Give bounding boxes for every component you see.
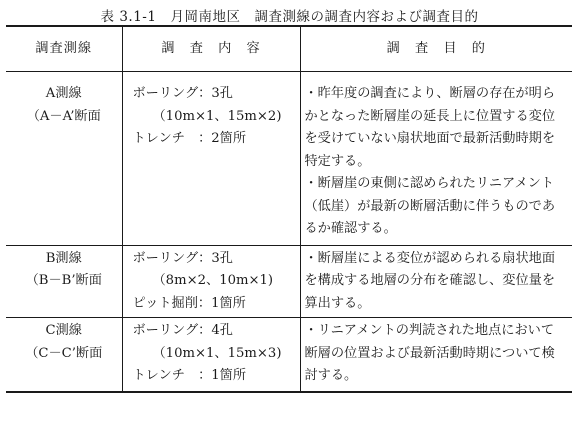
content-line: （10m×1、15m×3)	[152, 345, 282, 361]
table-row	[6, 318, 572, 392]
survey-content-cell	[122, 318, 300, 392]
header-survey-line: 調査測線	[6, 26, 122, 72]
content-line: トレンチ ：2箇所	[132, 131, 247, 146]
header-row	[6, 26, 572, 72]
survey-line-section: （C－C’断面	[25, 345, 103, 361]
survey-purpose-cell	[300, 72, 572, 246]
content-line: ボーリング：3孔	[132, 250, 233, 266]
purpose-item: ・リニアメントの判読された地点において断層の位置および最新活動時期について検討する。	[304, 323, 555, 383]
purpose-item: ・断層崖による変位が認められる扇状地面を構成する地層の分布を確認し、変位量を算出する。	[304, 250, 556, 311]
survey-line-section: （B－B’断面	[25, 273, 102, 288]
table-row	[6, 72, 572, 246]
survey-line-cell	[6, 245, 122, 318]
survey-line-name: A測線	[45, 86, 82, 101]
survey-purpose-cell	[300, 245, 572, 318]
survey-table	[6, 25, 572, 393]
survey-content-cell	[122, 245, 300, 318]
table-row	[6, 245, 572, 318]
content-line: （8m×2、10m×1)	[152, 273, 274, 288]
header-survey-content: 調 査 内 容	[122, 26, 300, 72]
content-line: ボーリング：3孔	[132, 86, 233, 101]
survey-line-cell	[6, 72, 122, 246]
survey-line-name: B測線	[45, 250, 82, 266]
header-survey-purpose: 調 査 目 的	[300, 26, 572, 72]
content-line: ボーリング：4孔	[132, 323, 233, 338]
content-line: トレンチ ：1箇所	[132, 368, 247, 383]
survey-purpose-cell	[300, 318, 572, 392]
purpose-item: ・断層崖の東側に認められたリニアメント（低崖）が最新の断層活動に伴うものであるか確認する。	[304, 176, 556, 236]
purpose-item: ・昨年度の調査により、断層の存在が明らかとなった断層崖の延長上に位置する変位を受けていない扇状地面で最新活動時期を特定する。	[304, 86, 556, 169]
survey-line-name: C測線	[45, 323, 82, 338]
survey-line-section: （A－A’断面	[26, 108, 101, 124]
content-line: ピット掘削：1箇所	[132, 295, 246, 311]
survey-line-cell	[6, 318, 122, 392]
survey-content-cell	[122, 72, 300, 246]
table-caption: 表 3.1-1 月岡南地区 調査測線の調査内容および調査目的	[100, 9, 479, 25]
content-line: （10m×1、15m×2)	[152, 108, 282, 124]
